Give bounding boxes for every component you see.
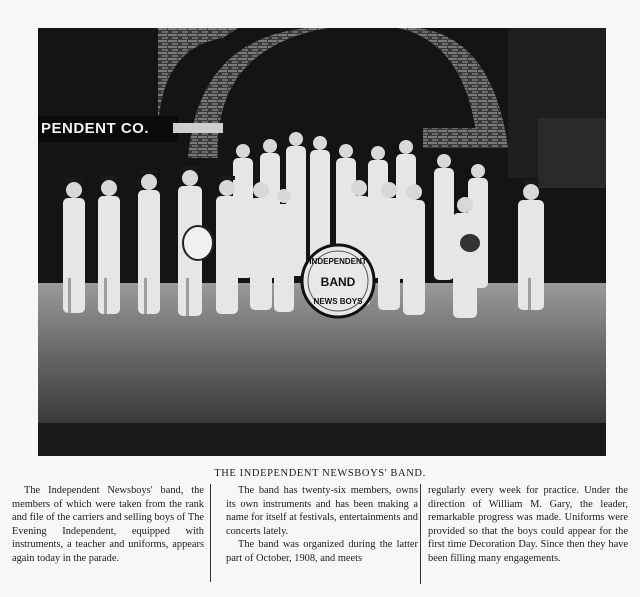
band-photograph — [38, 28, 606, 456]
photo-caption: THE INDEPENDENT NEWSBOYS' BAND. — [214, 468, 426, 479]
snare-drum — [183, 226, 213, 260]
drum-text-bottom: NEWS BOYS — [313, 297, 363, 306]
column-2-paragraph-2: The band was organized during the latter part of October, 1908, and meets — [226, 539, 418, 564]
drum-text-top: INDEPENDENT — [309, 257, 367, 266]
drum-text-center: BAND — [320, 275, 356, 289]
sign-text: PENDENT CO. — [41, 120, 150, 137]
column-rule-1 — [210, 484, 211, 582]
bass-drum — [302, 245, 374, 317]
article-column-1 — [12, 484, 204, 566]
column-rule-2 — [420, 484, 421, 584]
column-1-text: The Independent Newsboys' band, the members of which were taken from the rank and file of the carriers and selling boys of The Evening Independent, equipped with instruments, a teacher and uniforms, appears again today in the parade. — [12, 485, 204, 564]
photo-scene — [38, 28, 606, 456]
column-2-paragraph-1: The band has twenty-six members, owns its own instruments and has been making a name for itself at festivals, entertainments and concerts lately. — [226, 485, 418, 537]
article-column-3 — [428, 484, 628, 566]
column-3-text: regularly every week for practice. Under the direction of William M. Gary, the leader, remarkable progress was made. Uniforms were provided so that the boys could appear for the first time Decoration Day. Since then they have been filling many engagements. — [428, 485, 628, 564]
article-column-2 — [226, 484, 418, 566]
